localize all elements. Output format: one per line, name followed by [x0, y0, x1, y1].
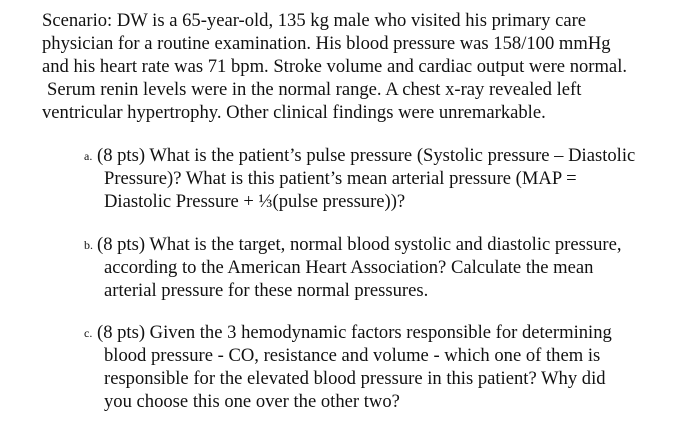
scenario-line-5: ventricular hypertrophy. Other clinical findings were unremarkable.	[42, 102, 546, 123]
question-a-line-2: Pressure)? What is this patient’s mean arterial pressure (MAP =	[104, 168, 577, 189]
question-c-line-3: responsible for the elevated blood pressure in this patient? Why did	[104, 368, 606, 389]
scenario-line-1: Scenario: DW is a 65-year-old, 135 kg male who visited his primary care	[42, 10, 587, 31]
question-a-line-1: (8 pts) What is the patient’s pulse pressure (Systolic pressure – Diastolic	[97, 145, 636, 166]
question-b-line-2: according to the American Heart Association? Calculate the mean	[104, 257, 594, 278]
scenario-line-3: and his heart rate was 71 bpm. Stroke volume and cardiac output were normal.	[42, 56, 628, 77]
question-c-line-4: you choose this one over the other two?	[104, 391, 400, 412]
scenario-line-4: Serum renin levels were in the normal range. A chest x-ray revealed left	[47, 79, 582, 100]
question-a-line-3: Diastolic Pressure + ⅓(pulse pressure))?	[104, 191, 406, 212]
question-b-line-3: arterial pressure for these normal pressures.	[104, 280, 429, 301]
scenario-line-2: physician for a routine examination. His blood pressure was 158/100 mmHg	[42, 33, 611, 54]
question-a-marker: a.	[84, 149, 93, 163]
question-c-line-2: blood pressure - CO, resistance and volume - which one of them is	[104, 345, 601, 366]
question-c-marker: c.	[84, 326, 93, 340]
question-c-line-1: (8 pts) Given the 3 hemodynamic factors responsible for determining	[97, 322, 612, 343]
question-b-line-1: (8 pts) What is the target, normal blood systolic and diastolic pressure,	[97, 234, 622, 255]
question-b-marker: b.	[84, 238, 93, 252]
